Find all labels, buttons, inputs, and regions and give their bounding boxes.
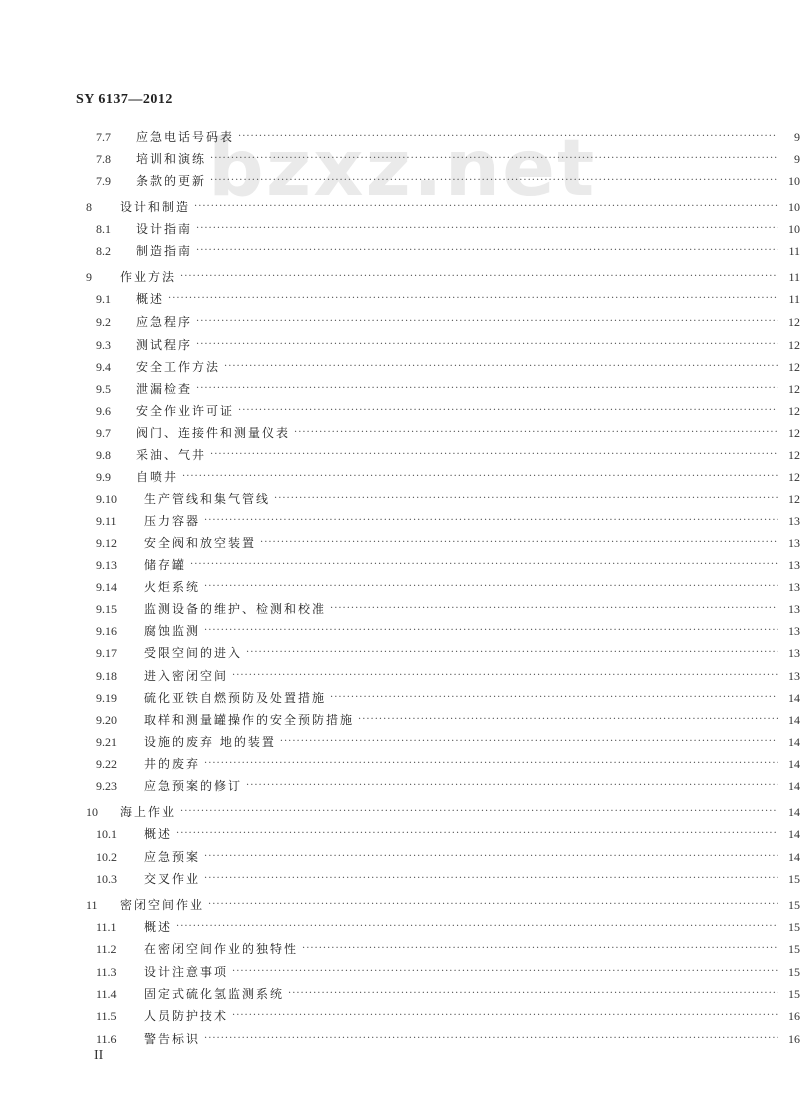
toc-leader-dots <box>246 777 778 795</box>
toc-entry[interactable] <box>0 578 800 596</box>
toc-leader-dots <box>204 848 778 866</box>
toc-leader-dots <box>260 534 778 552</box>
toc-leader-dots <box>232 667 778 685</box>
toc-leader-dots <box>238 128 778 146</box>
toc-leader-dots <box>180 268 778 286</box>
toc-entry[interactable] <box>0 268 800 286</box>
toc-entry-title: 概述 <box>136 292 165 306</box>
toc-leader-dots <box>288 985 778 1003</box>
toc-entry-title: 作业方法 <box>120 270 177 284</box>
toc-entry-title: 受限空间的进入 <box>144 646 243 660</box>
toc-entry-title: 设计和制造 <box>120 200 191 214</box>
toc-entry[interactable] <box>0 380 800 398</box>
toc-entry-number: 10.3 <box>96 872 117 886</box>
toc-entry[interactable] <box>0 468 800 486</box>
toc-entry-number: 10.1 <box>96 827 117 841</box>
toc-leader-dots <box>232 1007 778 1025</box>
watermark-text: bzxz.net <box>208 124 597 214</box>
toc-leader-dots <box>204 578 778 596</box>
toc-leader-dots <box>196 242 778 260</box>
toc-entry-page: 12 <box>788 382 800 396</box>
toc-leader-dots <box>238 402 778 420</box>
toc-entry-number: 9.20 <box>96 713 117 727</box>
toc-entry-number: 9.4 <box>96 360 111 374</box>
toc-entry-number: 9.9 <box>96 470 111 484</box>
toc-entry[interactable] <box>0 534 800 552</box>
toc-leader-dots <box>180 803 778 821</box>
toc-entry-number: 9.17 <box>96 646 117 660</box>
toc-entry-number: 9.11 <box>96 514 117 528</box>
toc-entry-number: 9.13 <box>96 558 117 572</box>
toc-entry-number: 11.6 <box>96 1032 117 1046</box>
toc-leader-dots <box>294 424 778 442</box>
toc-entry-page: 13 <box>788 514 800 528</box>
toc-entry-title: 条款的更新 <box>136 174 207 188</box>
toc-entry-title: 火炬系统 <box>144 580 201 594</box>
toc-entry[interactable] <box>0 963 800 981</box>
toc-leader-dots <box>208 896 778 914</box>
toc-leader-dots <box>176 825 778 843</box>
toc-entry-number: 11.5 <box>96 1009 117 1023</box>
toc-entry-page: 14 <box>788 779 800 793</box>
toc-entry-number: 9.2 <box>96 315 111 329</box>
toc-entry-page: 11 <box>788 292 800 306</box>
toc-entry-title: 测试程序 <box>136 338 193 352</box>
toc-entry-title: 进入密闭空间 <box>144 669 229 683</box>
toc-entry[interactable] <box>0 848 800 866</box>
toc-entry-title: 应急预案 <box>144 850 201 864</box>
toc-entry-number: 11.2 <box>96 942 117 956</box>
toc-entry-title: 密闭空间作业 <box>120 898 205 912</box>
toc-entry-title: 生产管线和集气管线 <box>144 492 271 506</box>
toc-entry-number: 9.18 <box>96 669 117 683</box>
toc-entry-page: 15 <box>788 898 800 912</box>
toc-entry-number: 9.23 <box>96 779 117 793</box>
toc-entry[interactable] <box>0 644 800 662</box>
toc-entry[interactable] <box>0 198 800 216</box>
toc-entry[interactable] <box>0 711 800 729</box>
toc-entry[interactable] <box>0 825 800 843</box>
toc-entry[interactable] <box>0 918 800 936</box>
toc-entry[interactable] <box>0 556 800 574</box>
toc-leader-dots <box>302 940 778 958</box>
toc-entry-page: 13 <box>788 669 800 683</box>
toc-entry-page: 12 <box>788 426 800 440</box>
toc-leader-dots <box>280 733 778 751</box>
toc-entry[interactable] <box>0 313 800 331</box>
toc-entry-page: 12 <box>788 448 800 462</box>
toc-entry-page: 10 <box>788 174 800 188</box>
document-code-header: SY 6137—2012 <box>76 92 173 107</box>
toc-entry-page: 12 <box>788 338 800 352</box>
toc-entry-title: 制造指南 <box>136 244 193 258</box>
toc-entry-number: 9.5 <box>96 382 111 396</box>
toc-leader-dots <box>210 150 778 168</box>
toc-entry-page: 13 <box>788 536 800 550</box>
toc-entry-title: 安全工作方法 <box>136 360 221 374</box>
toc-leader-dots <box>196 313 778 331</box>
toc-entry[interactable] <box>0 940 800 958</box>
toc-entry-title: 概述 <box>144 827 173 841</box>
toc-entry-title: 安全阀和放空装置 <box>144 536 257 550</box>
toc-entry-title: 安全作业许可证 <box>136 404 235 418</box>
toc-entry-page: 15 <box>788 965 800 979</box>
toc-leader-dots <box>204 622 778 640</box>
toc-entry-number: 11.3 <box>96 965 117 979</box>
toc-entry-number: 7.7 <box>96 130 111 144</box>
toc-entry-title: 井的废弃 <box>144 757 201 771</box>
toc-entry-title: 警告标识 <box>144 1032 201 1046</box>
toc-entry-number: 9.22 <box>96 757 117 771</box>
toc-entry-page: 13 <box>788 624 800 638</box>
toc-entry-number: 9.3 <box>96 338 111 352</box>
toc-entry-page: 9 <box>794 152 800 166</box>
toc-entry-number: 8.2 <box>96 244 111 258</box>
toc-entry-title: 设施的废弃 地的装置 <box>144 735 276 749</box>
toc-entry-page: 12 <box>788 470 800 484</box>
toc-entry-page: 13 <box>788 558 800 572</box>
toc-leader-dots <box>176 918 778 936</box>
toc-entry-number: 9.21 <box>96 735 117 749</box>
toc-entry-page: 15 <box>788 987 800 1001</box>
toc-entry[interactable] <box>0 402 800 420</box>
toc-entry-title: 人员防护技术 <box>144 1009 229 1023</box>
toc-leader-dots <box>330 600 778 618</box>
toc-entry[interactable] <box>0 600 800 618</box>
toc-entry-title: 阀门、连接件和测量仪表 <box>136 426 291 440</box>
toc-entry-page: 14 <box>788 805 800 819</box>
toc-entry-title: 应急电话号码表 <box>136 130 235 144</box>
toc-entry-number: 9 <box>86 270 92 284</box>
toc-entry-title: 培训和演练 <box>136 152 207 166</box>
toc-entry-page: 14 <box>788 713 800 727</box>
toc-entry[interactable] <box>0 667 800 685</box>
toc-entry-number: 9.19 <box>96 691 117 705</box>
toc-leader-dots <box>204 1030 778 1048</box>
toc-entry-number: 9.14 <box>96 580 117 594</box>
toc-entry-page: 11 <box>788 270 800 284</box>
toc-entry[interactable] <box>0 1007 800 1025</box>
toc-leader-dots <box>358 711 778 729</box>
toc-entry-number: 9.16 <box>96 624 117 638</box>
toc-entry[interactable] <box>0 336 800 354</box>
toc-entry-title: 海上作业 <box>120 805 177 819</box>
toc-entry-page: 14 <box>788 850 800 864</box>
toc-entry-title: 腐蚀监测 <box>144 624 201 638</box>
toc-entry-number: 9.1 <box>96 292 111 306</box>
toc-entry-title: 概述 <box>144 920 173 934</box>
toc-entry-title: 采油、气井 <box>136 448 207 462</box>
toc-entry-page: 15 <box>788 942 800 956</box>
toc-entry-title: 应急预案的修订 <box>144 779 243 793</box>
toc-entry-title: 泄漏检查 <box>136 382 193 396</box>
toc-entry-page: 15 <box>788 872 800 886</box>
toc-leader-dots <box>246 644 778 662</box>
toc-entry[interactable] <box>0 424 800 442</box>
toc-leader-dots <box>182 468 778 486</box>
toc-entry-page: 13 <box>788 602 800 616</box>
toc-entry-title: 设计注意事项 <box>144 965 229 979</box>
toc-entry-page: 13 <box>788 646 800 660</box>
toc-entry-page: 10 <box>788 200 800 214</box>
toc-entry[interactable] <box>0 896 800 914</box>
toc-entry-number: 8.1 <box>96 222 111 236</box>
toc-entry-page: 12 <box>788 360 800 374</box>
toc-leader-dots <box>204 512 778 530</box>
toc-entry-page: 16 <box>788 1009 800 1023</box>
toc-entry[interactable] <box>0 689 800 707</box>
toc-leader-dots <box>168 290 778 308</box>
toc-entry-page: 14 <box>788 691 800 705</box>
toc-entry[interactable] <box>0 622 800 640</box>
toc-entry-title: 在密闭空间作业的独特性 <box>144 942 299 956</box>
toc-entry-page: 11 <box>788 244 800 258</box>
toc-leader-dots <box>330 689 778 707</box>
toc-entry-number: 9.8 <box>96 448 111 462</box>
toc-entry-page: 9 <box>794 130 800 144</box>
toc-leader-dots <box>210 446 778 464</box>
toc-entry-page: 12 <box>788 315 800 329</box>
toc-entry[interactable] <box>0 446 800 464</box>
toc-leader-dots <box>196 336 778 354</box>
toc-entry-number: 9.7 <box>96 426 111 440</box>
toc-entry[interactable] <box>0 985 800 1003</box>
toc-entry[interactable] <box>0 128 800 146</box>
toc-entry-number: 9.12 <box>96 536 117 550</box>
toc-entry[interactable] <box>0 755 800 773</box>
toc-entry-title: 取样和测量罐操作的安全预防措施 <box>144 713 355 727</box>
toc-entry-number: 11.1 <box>96 920 117 934</box>
toc-entry-page: 10 <box>788 222 800 236</box>
toc-entry-title: 应急程序 <box>136 315 193 329</box>
toc-leader-dots <box>196 380 778 398</box>
toc-leader-dots <box>196 220 778 238</box>
toc-entry-page: 16 <box>788 1032 800 1046</box>
toc-entry[interactable] <box>0 242 800 260</box>
toc-entry[interactable] <box>0 870 800 888</box>
toc-leader-dots <box>232 963 778 981</box>
toc-entry-number: 9.15 <box>96 602 117 616</box>
toc-entry[interactable] <box>0 490 800 508</box>
toc-entry-page: 14 <box>788 827 800 841</box>
toc-entry[interactable] <box>0 733 800 751</box>
toc-entry-number: 7.8 <box>96 152 111 166</box>
toc-leader-dots <box>210 172 778 190</box>
toc-entry-page: 12 <box>788 404 800 418</box>
toc-entry[interactable] <box>0 220 800 238</box>
toc-leader-dots <box>194 198 778 216</box>
toc-entry-title: 压力容器 <box>144 514 201 528</box>
toc-entry[interactable] <box>0 172 800 190</box>
toc-entry[interactable] <box>0 150 800 168</box>
toc-leader-dots <box>204 755 778 773</box>
toc-entry-title: 交叉作业 <box>144 872 201 886</box>
toc-entry[interactable] <box>0 777 800 795</box>
toc-entry-page: 12 <box>788 492 800 506</box>
toc-entry-title: 监测设备的维护、检测和校准 <box>144 602 327 616</box>
toc-entry-number: 11 <box>86 898 98 912</box>
toc-leader-dots <box>224 358 778 376</box>
toc-entry-title: 固定式硫化氢监测系统 <box>144 987 285 1001</box>
toc-leader-dots <box>274 490 778 508</box>
toc-entry-page: 15 <box>788 920 800 934</box>
toc-leader-dots <box>204 870 778 888</box>
toc-entry-title: 设计指南 <box>136 222 193 236</box>
toc-entry-number: 10.2 <box>96 850 117 864</box>
toc-entry-number: 8 <box>86 200 92 214</box>
toc-entry-number: 7.9 <box>96 174 111 188</box>
toc-entry-title: 自喷井 <box>136 470 179 484</box>
toc-entry[interactable] <box>0 1030 800 1048</box>
toc-entry-number: 10 <box>86 805 98 819</box>
toc-entry-page: 14 <box>788 735 800 749</box>
toc-entry-number: 9.6 <box>96 404 111 418</box>
page-number-footer: II <box>94 1048 104 1063</box>
toc-entry-page: 14 <box>788 757 800 771</box>
toc-entry[interactable] <box>0 358 800 376</box>
toc-entry[interactable] <box>0 290 800 308</box>
toc-entry[interactable] <box>0 803 800 821</box>
toc-entry-title: 硫化亚铁自燃预防及处置措施 <box>144 691 327 705</box>
toc-entry-page: 13 <box>788 580 800 594</box>
toc-entry-number: 9.10 <box>96 492 117 506</box>
toc-leader-dots <box>190 556 778 574</box>
toc-entry-title: 储存罐 <box>144 558 187 572</box>
toc-entry[interactable] <box>0 512 800 530</box>
toc-entry-number: 11.4 <box>96 987 117 1001</box>
